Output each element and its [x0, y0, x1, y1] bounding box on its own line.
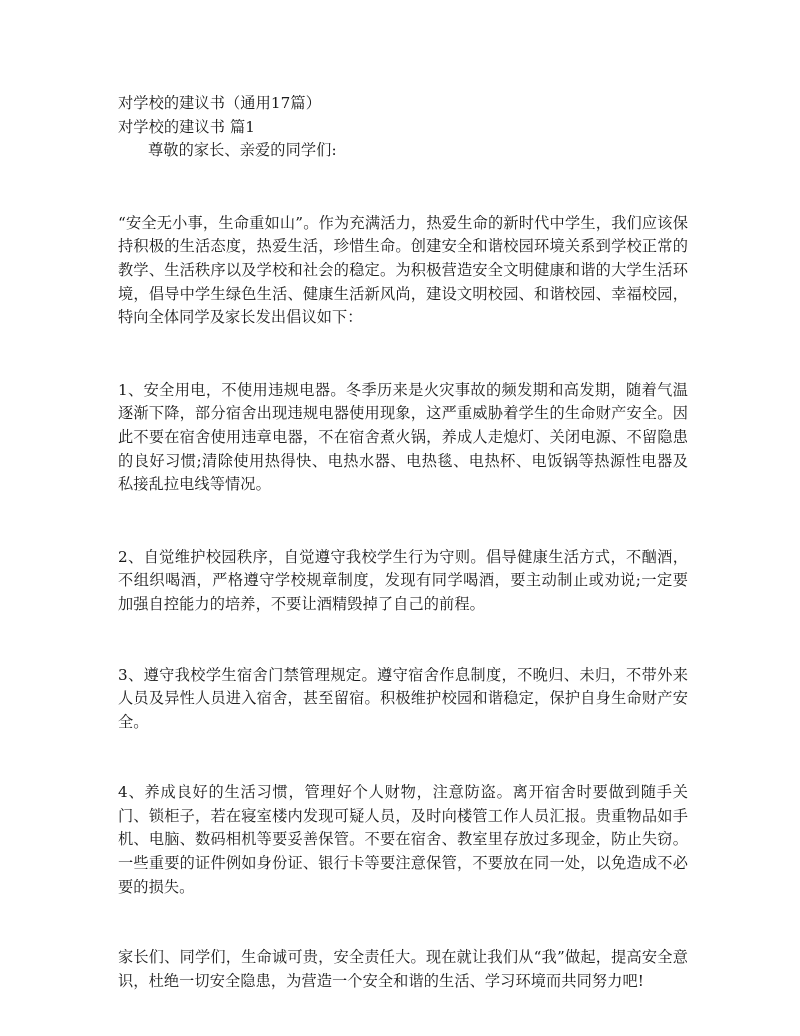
paragraph-intro: “安全无小事，生命重如山”。作为充满活力，热爱生命的新时代中学生，我们应该保持积极的生活态度，热爱生活，珍惜生命。创建安全和谐校园环境关系到学校正常的教学、生活秩序以及学校和社会的稳定。为积极营造安全文明健康和谐的大学生活环境，倡导中学生绿色生活、健康生活新风尚，建设文明校园、和谐校园、幸福校园，特向全体同学及家长发出倡议如下： — [118, 213, 688, 327]
paragraph-closing: 家长们、同学们，生命诚可贵，安全责任大。现在就让我们从“我”做起，提高安全意识，杜绝一切安全隐患，为营造一个安全和谐的生活、学习环境而共同努力吧! — [118, 948, 688, 990]
greeting: 尊敬的家长、亲爱的同学们: — [148, 141, 337, 160]
paragraph-item-1: 1、安全用电，不使用违规电器。冬季历来是火灾事故的频发期和高发期，随着气温逐渐下降，部分宿舍出现违规电器使用现象，这严重威胁着学生的生命财产安全。因此不要在宿舍使用违章电器，不在宿舍煮火锅，养成人走熄灯、关闭电源、不留隐患的良好习惯;清除使用热得快、电热水器、电热毯、电热杯、电饭锅等热源性电器及私接乱拉电线等情况。 — [118, 380, 688, 494]
document-subtitle: 对学校的建议书 篇1 — [118, 117, 255, 136]
document-page — [118, 92, 688, 993]
document-title: 对学校的建议书（通用17篇） — [118, 94, 321, 112]
paragraph-item-3: 3、遵守我校学生宿舍门禁管理规定。遵守宿舍作息制度，不晚归、未归，不带外来人员及异性人员进入宿舍，甚至留宿。积极维护校园和谐稳定，保护自身生命财产安全。 — [118, 665, 688, 731]
paragraph-item-4: 4、养成良好的生活习惯，管理好个人财物，注意防盗。离开宿舍时要做到随手关门、锁柜子，若在寝室楼内发现可疑人员，及时向楼管工作人员汇报。贵重物品如手机、电脑、数码相机等要妥善保管。不要在宿舍、教室里存放过多现金，防止失窃。一些重要的证件例如身份证、银行卡等要注意保管，不要放在同一处，以免造成不必要的损失。 — [118, 783, 688, 896]
paragraph-item-2: 2、自觉维护校园秩序，自觉遵守我校学生行为守则。倡导健康生活方式，不酗酒，不组织喝酒，严格遵守学校规章制度，发现有同学喝酒，要主动制止或劝说;一定要加强自控能力的培养，不要让酒精毁掉了自己的前程。 — [118, 547, 688, 613]
